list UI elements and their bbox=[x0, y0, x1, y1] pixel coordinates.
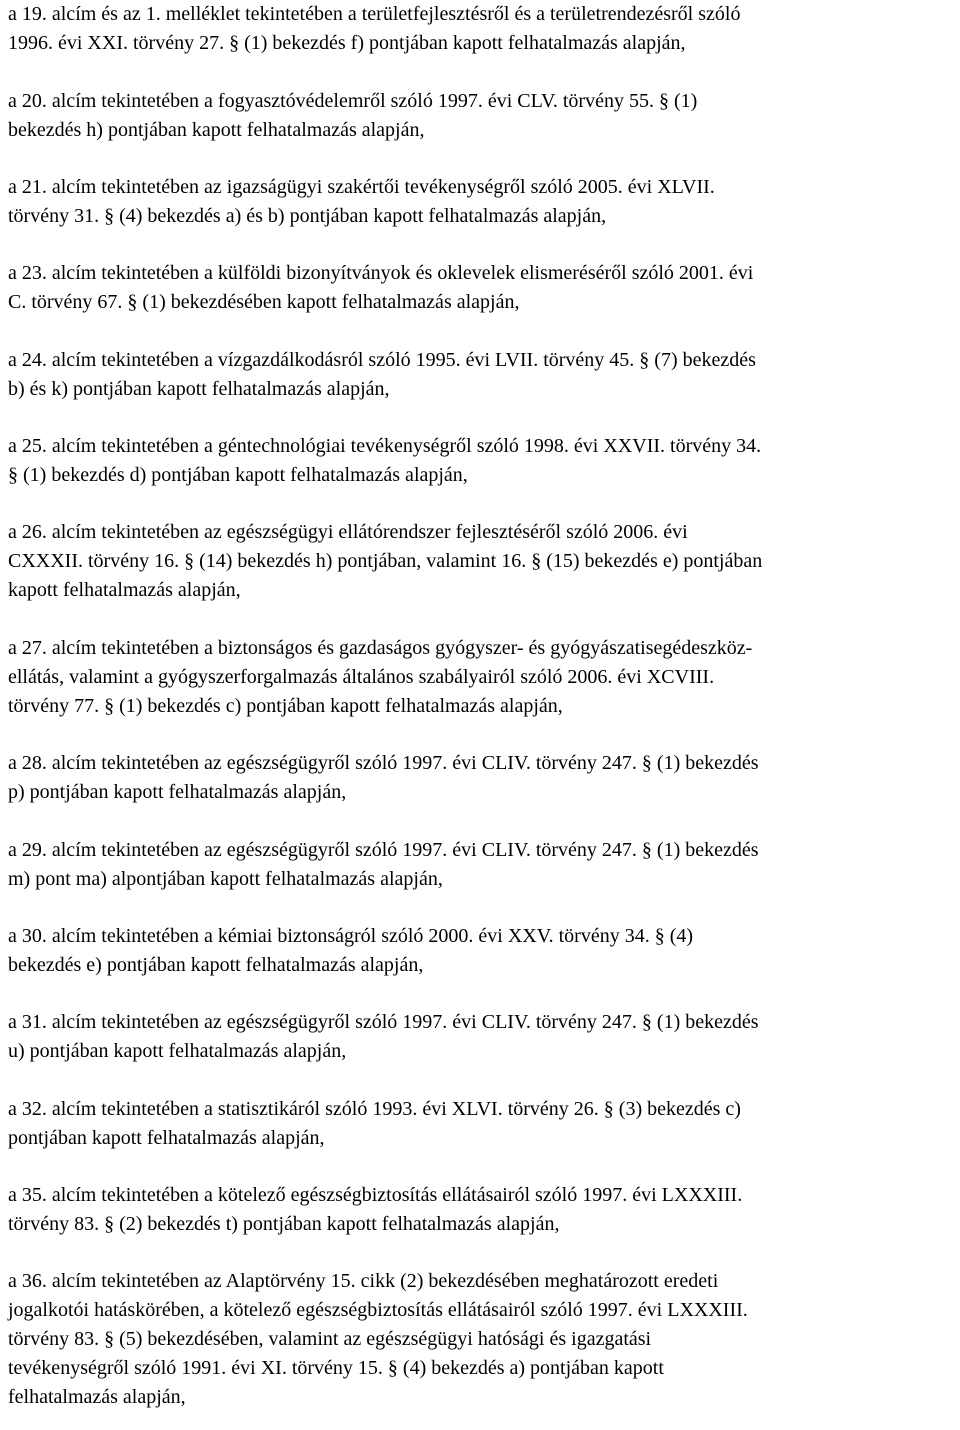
paragraph-28-line-1: a 28. alcím tekintetében az egészségügyről szóló 1997. évi CLIV. törvény 247. § (1) bekezdés bbox=[8, 752, 759, 774]
paragraph-32-line-2: pontjában kapott felhatalmazás alapján, bbox=[8, 1127, 325, 1149]
paragraph-27-line-1: a 27. alcím tekintetében a biztonságos és gazdaságos gyógyszer- és gyógyászatisegédeszköz- bbox=[8, 637, 753, 659]
paragraph-27-line-3: törvény 77. § (1) bekezdés c) pontjában kapott felhatalmazás alapján, bbox=[8, 695, 563, 717]
paragraph-31-line-2: u) pontjában kapott felhatalmazás alapján, bbox=[8, 1040, 347, 1062]
paragraph-28-line-2: p) pontjában kapott felhatalmazás alapján, bbox=[8, 781, 347, 803]
paragraph-26-line-2: CXXXII. törvény 16. § (14) bekezdés h) pontjában, valamint 16. § (15) bekezdés e) pontjában bbox=[8, 550, 763, 572]
paragraph-30-line-1: a 30. alcím tekintetében a kémiai biztonságról szóló 2000. évi XXV. törvény 34. § (4) bbox=[8, 925, 694, 947]
paragraph-27-line-2: ellátás, valamint a gyógyszerforgalmazás általános szabályairól szóló 2006. évi XCVIII. bbox=[8, 666, 715, 688]
paragraph-23-line-2: C. törvény 67. § (1) bekezdésében kapott felhatalmazás alapján, bbox=[8, 291, 520, 313]
paragraph-30-line-2: bekezdés e) pontjában kapott felhatalmazás alapján, bbox=[8, 954, 424, 976]
paragraph-26-line-1: a 26. alcím tekintetében az egészségügyi ellátórendszer fejlesztéséről szóló 2006. évi bbox=[8, 521, 688, 543]
paragraph-25-line-1: a 25. alcím tekintetében a géntechnológiai tevékenységről szóló 1998. évi XXVII. törvény 34. bbox=[8, 435, 762, 457]
paragraph-29-line-1: a 29. alcím tekintetében az egészségügyről szóló 1997. évi CLIV. törvény 247. § (1) bekezdés bbox=[8, 839, 759, 861]
paragraph-19-line-1: a 19. alcím és az 1. melléklet tekintetében a területfejlesztésről és a területrendezésről szóló bbox=[8, 3, 741, 25]
paragraph-21-line-1: a 21. alcím tekintetében az igazságügyi szakértői tevékenységről szóló 2005. évi XLVII. bbox=[8, 176, 715, 198]
paragraph-23-line-1: a 23. alcím tekintetében a külföldi bizonyítványok és oklevelek elismeréséről szóló 2001. évi bbox=[8, 262, 754, 284]
paragraph-25-line-2: § (1) bekezdés d) pontjában kapott felhatalmazás alapján, bbox=[8, 464, 468, 486]
paragraph-19-line-2: 1996. évi XXI. törvény 27. § (1) bekezdés f) pontjában kapott felhatalmazás alapján, bbox=[8, 32, 686, 54]
paragraph-36-line-5: felhatalmazás alapján, bbox=[8, 1386, 186, 1408]
paragraph-35-line-1: a 35. alcím tekintetében a kötelező egészségbiztosítás ellátásairól szóló 1997. évi LXXXIII. bbox=[8, 1184, 743, 1206]
paragraph-32-line-1: a 32. alcím tekintetében a statisztikáról szóló 1993. évi XLVI. törvény 26. § (3) bekezdés c) bbox=[8, 1098, 741, 1120]
paragraph-36-line-4: tevékenységről szóló 1991. évi XI. törvény 15. § (4) bekezdés a) pontjában kapott bbox=[8, 1357, 664, 1379]
paragraph-36-line-2: jogalkotói hatáskörében, a kötelező egészségbiztosítás ellátásairól szóló 1997. évi LXXXIII. bbox=[8, 1299, 748, 1321]
paragraph-20-line-2: bekezdés h) pontjában kapott felhatalmazás alapján, bbox=[8, 119, 425, 141]
paragraph-36-line-1: a 36. alcím tekintetében az Alaptörvény 15. cikk (2) bekezdésében meghatározott eredeti bbox=[8, 1270, 719, 1292]
paragraph-26-line-3: kapott felhatalmazás alapján, bbox=[8, 579, 241, 601]
paragraph-20-line-1: a 20. alcím tekintetében a fogyasztóvédelemről szóló 1997. évi CLV. törvény 55. § (1) bbox=[8, 90, 698, 112]
paragraph-36-line-3: törvény 83. § (5) bekezdésében, valamint az egészségügyi hatósági és igazgatási bbox=[8, 1328, 652, 1350]
paragraph-31-line-1: a 31. alcím tekintetében az egészségügyről szóló 1997. évi CLIV. törvény 247. § (1) bekezdés bbox=[8, 1011, 759, 1033]
paragraph-21-line-2: törvény 31. § (4) bekezdés a) és b) pontjában kapott felhatalmazás alapján, bbox=[8, 205, 607, 227]
paragraph-35-line-2: törvény 83. § (2) bekezdés t) pontjában kapott felhatalmazás alapján, bbox=[8, 1213, 560, 1235]
paragraph-24-line-1: a 24. alcím tekintetében a vízgazdálkodásról szóló 1995. évi LVII. törvény 45. § (7) bekezdés bbox=[8, 349, 756, 371]
paragraph-24-line-2: b) és k) pontjában kapott felhatalmazás alapján, bbox=[8, 378, 390, 400]
paragraph-29-line-2: m) pont ma) alpontjában kapott felhatalmazás alapján, bbox=[8, 868, 443, 890]
